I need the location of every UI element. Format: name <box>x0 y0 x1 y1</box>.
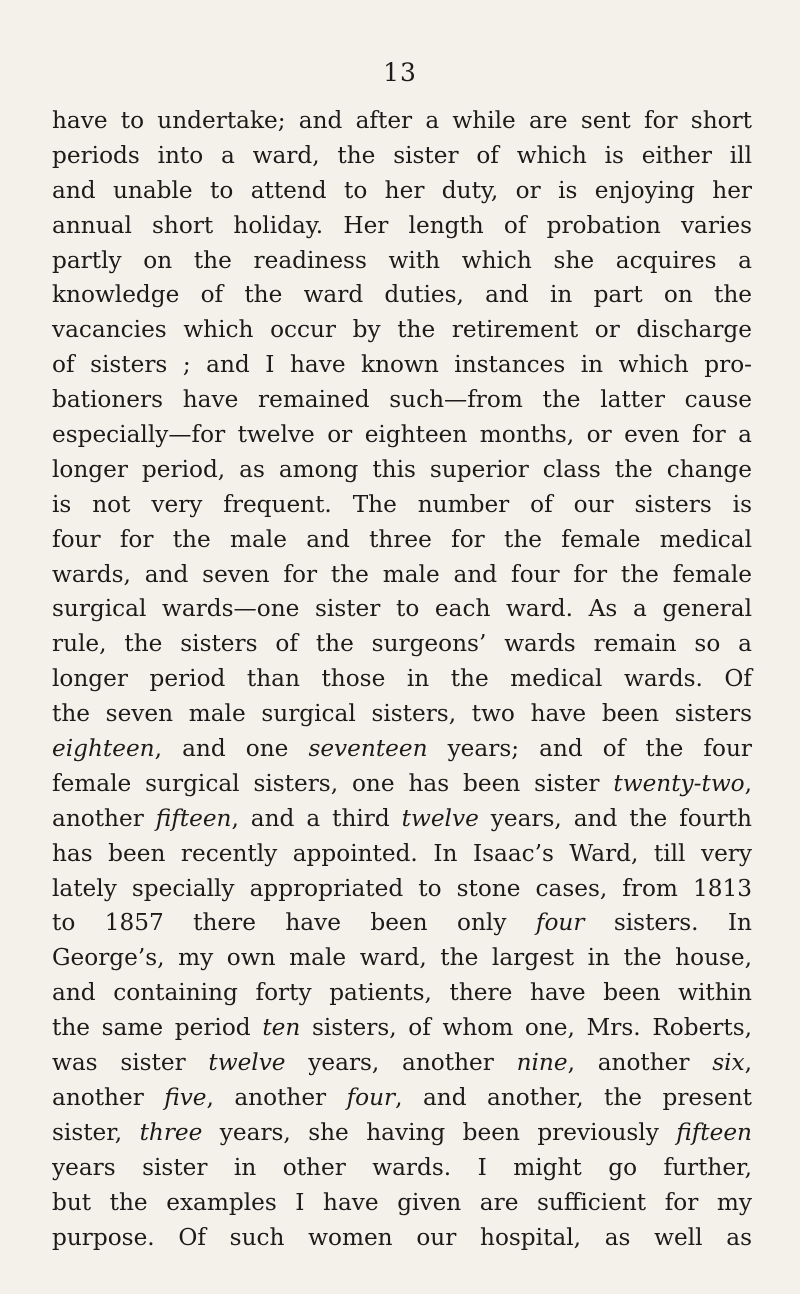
text-segment: sister, <box>52 1118 140 1146</box>
italic-text: seventeen <box>308 735 428 763</box>
text-segment: the same period <box>52 1014 263 1042</box>
italic-text: twelve <box>208 1049 286 1077</box>
text-segment: is not very frequent. The number of our sisters is <box>52 490 752 518</box>
text-line <box>52 732 752 767</box>
text-segment: and unable to attend to her duty, or is enjoying her <box>52 176 752 204</box>
text-line <box>52 558 752 593</box>
text-segment: sisters. In <box>584 909 752 937</box>
text-segment: surgical wards—one sister to each ward. As a general <box>52 595 752 623</box>
text-line <box>52 1151 752 1186</box>
italic-text: fifteen <box>676 1118 752 1146</box>
text-line <box>52 1046 752 1081</box>
text-line <box>52 662 752 697</box>
text-segment: partly on the readiness with which she acquires a <box>52 246 752 274</box>
text-segment: to 1857 there have been only <box>52 909 536 937</box>
page-number: 13 <box>383 58 417 87</box>
text-line <box>52 837 752 872</box>
text-line <box>52 348 752 383</box>
text-line <box>52 488 752 523</box>
text-line <box>52 872 752 907</box>
italic-text: four <box>535 909 585 937</box>
text-segment: bationers have remained such—from the latter cause <box>52 386 752 414</box>
text-segment: have to undertake; and after a while are sent for short <box>52 107 752 134</box>
text-line <box>52 976 752 1011</box>
text-segment: years; and of the four <box>427 735 752 763</box>
italic-text: eighteen <box>52 735 155 763</box>
italic-text: ten <box>262 1014 301 1042</box>
text-line <box>52 1011 752 1046</box>
text-line <box>52 627 752 662</box>
italic-text: six <box>712 1049 745 1077</box>
text-line <box>52 941 752 976</box>
text-segment: especially—for twelve or eighteen months, or even for a <box>52 421 752 449</box>
text-segment: years, and the fourth <box>478 804 752 832</box>
text-segment: wards, and seven for the male and four for the female <box>52 560 752 588</box>
text-line <box>52 418 752 453</box>
text-segment: , <box>744 769 752 797</box>
text-segment: , another <box>206 1083 347 1111</box>
text-segment: , <box>744 1049 752 1077</box>
italic-text: four <box>346 1083 396 1111</box>
italic-text: three <box>139 1118 203 1146</box>
text-segment: rule, the sisters of the surgeons’ wards remain so a <box>52 630 752 658</box>
text-segment: , and one <box>154 735 309 763</box>
text-line <box>52 244 752 279</box>
text-segment: another <box>52 1083 165 1111</box>
text-segment: has been recently appointed. In Isaac’s Ward, till very <box>52 839 752 867</box>
text-segment: but the examples I have given are sufficient for my <box>52 1188 752 1216</box>
text-segment: and containing forty patients, there have been within <box>52 979 752 1007</box>
text-line <box>52 139 752 174</box>
italic-text: twelve <box>401 804 479 832</box>
text-segment: , another <box>567 1049 713 1077</box>
text-segment: , and another, the present <box>395 1083 752 1111</box>
text-line <box>52 906 752 941</box>
text-line <box>52 523 752 558</box>
text-segment: sisters, of whom one, Mrs. Roberts, <box>300 1014 752 1042</box>
text-line <box>52 1221 752 1256</box>
text-segment: periods into a ward, the sister of which is either ill <box>52 141 752 169</box>
text-line <box>52 174 752 209</box>
text-line <box>52 767 752 802</box>
text-segment: longer period, as among this superior class the change <box>52 455 752 483</box>
italic-text: twenty-two <box>613 769 745 797</box>
text-segment: four for the male and three for the female medical <box>52 525 752 553</box>
italic-text: nine <box>516 1049 568 1077</box>
text-segment: years sister in other wards. I might go further, <box>52 1153 752 1181</box>
text-segment: lately specially appropriated to stone cases, from 1813 <box>52 874 752 902</box>
text-segment: another <box>52 804 156 832</box>
body-text <box>52 104 752 1255</box>
text-segment: years, another <box>285 1049 517 1077</box>
italic-text: fifteen <box>155 804 232 832</box>
text-segment: longer period than those in the medical wards. Of <box>52 665 752 693</box>
text-segment: George’s, my own male ward, the largest in the house, <box>52 944 752 972</box>
text-line <box>52 697 752 732</box>
text-line <box>52 104 752 139</box>
text-line <box>52 278 752 313</box>
text-segment: of sisters ; and I have known instances in which pro- <box>52 351 752 379</box>
text-line <box>52 1186 752 1221</box>
text-line <box>52 592 752 627</box>
text-segment: the seven male surgical sisters, two have been sisters <box>52 700 752 728</box>
text-segment: female surgical sisters, one has been sister <box>52 769 614 797</box>
text-segment: purpose. Of such women our hospital, as well as <box>52 1223 752 1251</box>
text-segment: annual short holiday. Her length of probation varies <box>52 211 752 239</box>
text-line <box>52 313 752 348</box>
text-line <box>52 1081 752 1116</box>
text-segment: knowledge of the ward duties, and in part on the <box>52 281 752 309</box>
text-line <box>52 1116 752 1151</box>
italic-text: five <box>164 1083 207 1111</box>
text-line <box>52 453 752 488</box>
text-segment: years, she having been previously <box>202 1118 677 1146</box>
text-segment: was sister <box>52 1049 209 1077</box>
text-line <box>52 209 752 244</box>
text-line <box>52 383 752 418</box>
text-line <box>52 802 752 837</box>
text-segment: vacancies which occur by the retirement or discharge <box>52 316 752 344</box>
text-segment: , and a third <box>231 804 402 832</box>
